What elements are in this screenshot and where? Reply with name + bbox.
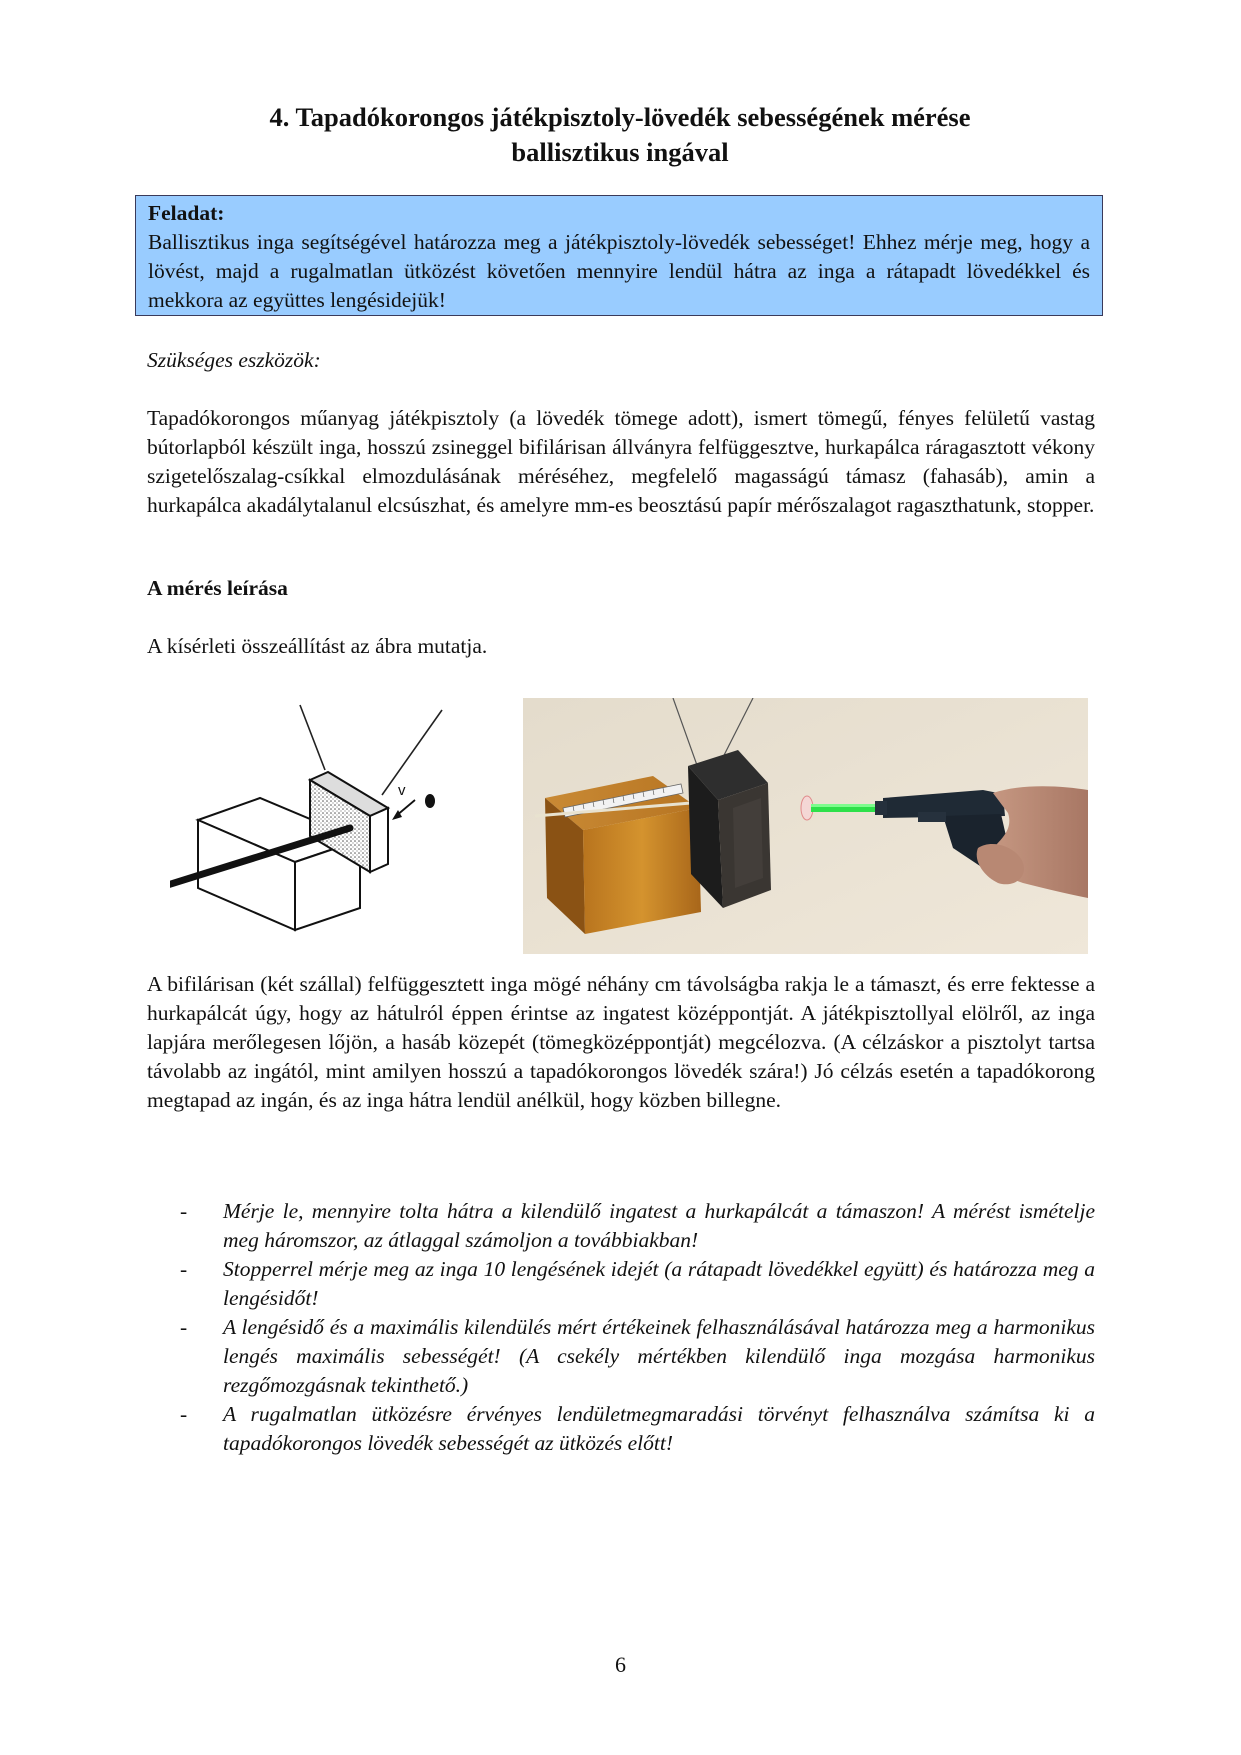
pendulum-string-right: [382, 710, 442, 795]
tools-heading: Szükséges eszközök:: [147, 348, 321, 372]
list-item-text: A rugalmatlan ütközésre érvényes lendületmegmaradási törvényt felhasználva számítsa ki a tapadókorongos lövedék sebességét az ütközés előtt!: [223, 1402, 1095, 1455]
list-item-text: A lengésidő és a maximális kilendülés mért értékeinek felhasználásával határozza meg a harmonikus lengés maximális sebességét! (A csekély mértékben kilendülő inga mozgása harmonikus rezgőmozgásnak tekinthető.): [223, 1315, 1095, 1397]
task-box: [135, 195, 1103, 316]
list-dash: -: [180, 1315, 188, 1339]
list-item: [180, 1313, 1095, 1400]
list-item-text: Mérje le, mennyire tolta hátra a kilendülő ingatest a hurkapálcát a támaszon! A mérést ismételje meg háromszor, az átlaggal számoljon a továbbiakban!: [223, 1199, 1095, 1252]
list-dash: -: [180, 1257, 188, 1281]
pendulum-string-left: [300, 705, 325, 770]
page-number: 6: [615, 1652, 626, 1677]
steps-list: [180, 1197, 1095, 1458]
velocity-label: v: [398, 782, 406, 799]
measurement-description: A bifilárisan (két szállal) felfüggesztett inga mögé néhány cm távolságba rakja le a támaszt, és erre fektesse a hurkapálcát úgy, hogy az hátulról éppen érintse az ingatest középpontját. A játékpisztollyal elölről, az inga lapjára merőlegesen lőjön, a hasáb közepét (tömegközéppontját) megcélozva. (A célzáskor a pisztolyt tartsa távolabb az ingától, mint amilyen hosszú a tapadókorongos lövedék szára!) Jó célzás esetén a tapadókorong megtapad az ingán, és az inga hátra lendül anélkül, hogy közben billegne.: [147, 972, 1095, 1112]
title-line-2: ballisztikus ingával: [511, 137, 729, 167]
tools-paragraph: Tapadókorongos műanyag játékpisztoly (a lövedék tömege adott), ismert tömegű, fényes felületű vastag bútorlapból készült inga, hosszú zsineggel bifilárisan állványra felfüggesztve, hurkapálca ráragasztott vékony szigetelőszalag-csíkkal elmozdulásának méréséhez, megfelelő magasságú támasz (fahasáb), amin a hurkapálca akadálytalanul elcsúszhat, és amelyre mm-es beosztású papír mérőszalagot ragaszthatunk, stopper.: [147, 406, 1095, 517]
measurement-heading: A mérés leírása: [147, 576, 288, 600]
projectile: [425, 794, 435, 808]
measurement-intro: A kísérleti összeállítást az ábra mutatja.: [147, 634, 488, 658]
task-text: Ballisztikus inga segítségével határozza meg a játékpisztoly-lövedék sebességet! Ehhez mérje meg, hogy a lövést, majd a rugalmatlan ütközést követően mennyire lendül hátra az inga a rátapadt lövedékkel és mekkora az együttes lengésidejük!: [148, 230, 1090, 312]
title-line-1: 4. Tapadókorongos játékpisztoly-lövedék sebességének mérése: [269, 102, 971, 132]
list-dash: -: [180, 1199, 188, 1223]
list-item: [180, 1400, 1095, 1458]
task-label: Feladat:: [148, 201, 225, 225]
list-item: [180, 1197, 1095, 1255]
list-dash: -: [180, 1402, 188, 1426]
experiment-photo: [523, 698, 1088, 954]
list-item: [180, 1255, 1095, 1313]
page-title: [150, 100, 1090, 170]
list-item-text: Stopperrel mérje meg az inga 10 lengésének idejét (a rátapadt lövedékkel együtt) és határozza meg a lengésidőt!: [223, 1257, 1095, 1310]
setup-diagram: [170, 700, 500, 940]
